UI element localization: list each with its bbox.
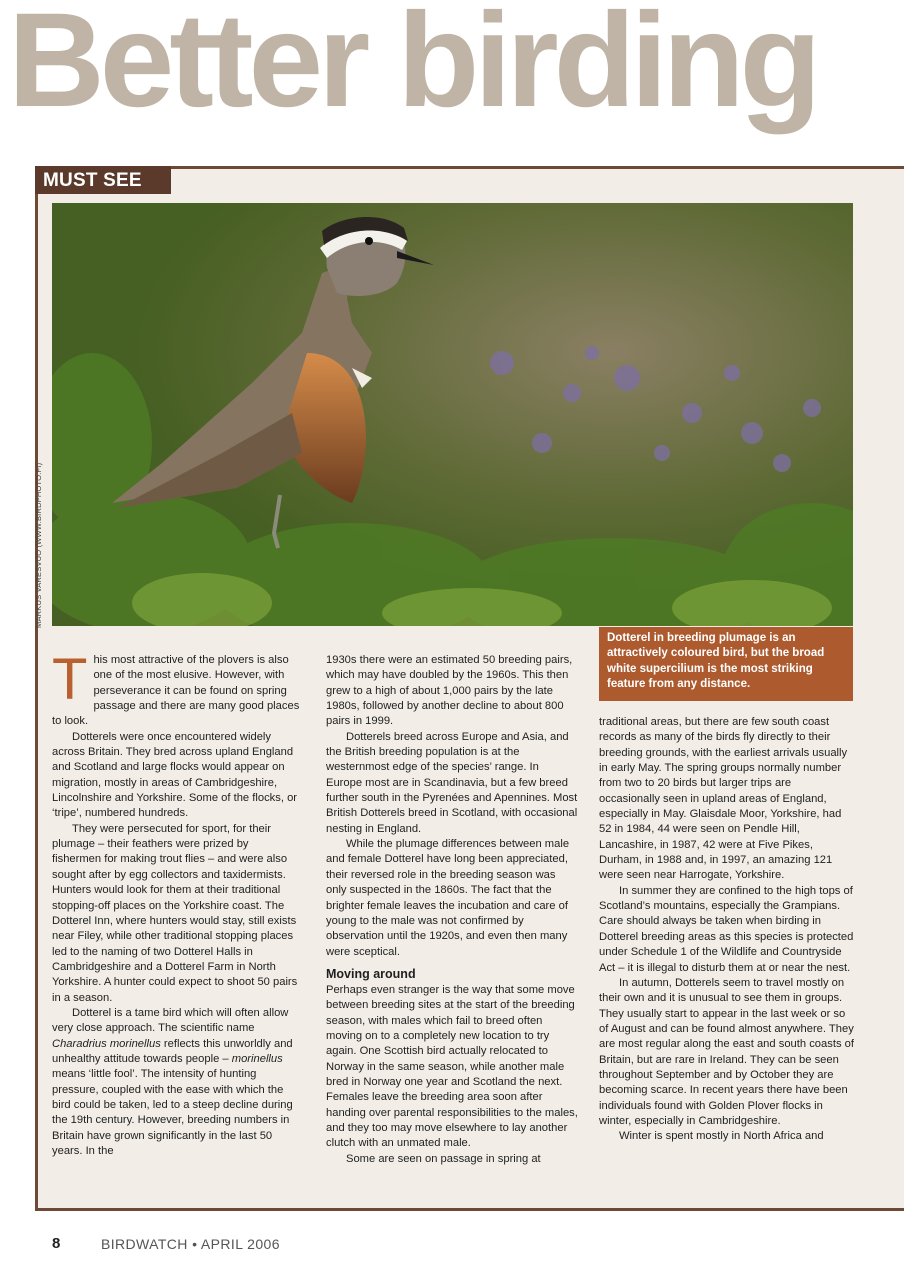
article-column-2 <box>326 653 578 1167</box>
photo-caption: Dotterel in breeding plumage is an attractively coloured bird, but the broad white supercilium is the most striking feature from any distance. <box>599 627 853 701</box>
article-column-1 <box>52 647 300 1159</box>
paragraph: They were persecuted for sport, for their plumage – their feathers were prized by fishermen for making trout flies – and were also sought after by egg collectors and taxidermists. Hunters would look for them at their traditional stopping-off places on the Yorkshire coast. The Dotterel Inn, where hunters would stay, still exists near Filey, while other traditional stopping places led to the naming of two Dotterel Halls in Cambridgeshire and a Dotterel Farm in North Yorkshire. A hunter could expect to shoot 50 pairs in a season. <box>52 822 298 1004</box>
text-run: Dotterel is a tame bird which will often allow very close approach. The scientific name <box>52 1006 289 1035</box>
paragraph: In autumn, Dotterels seem to travel mostly on their own and it is unusual to see them in groups. They usually start to appear in the last week or so of August and can be found almost anywhere. They are most regular along the east and south coasts of Britain, but are rare in Ireland. They can be seen throughout September and by October they are becoming scarce. In recent years there have been individuals found with Golden Plover flocks in winter, especially in Cambridgeshire. <box>599 976 854 1127</box>
drop-cap: T <box>52 647 88 712</box>
bird-illustration <box>52 203 853 626</box>
scientific-name: Charadrius morinellus <box>52 1037 161 1050</box>
dotterel-photo <box>52 203 853 626</box>
page-number: 8 <box>52 1235 61 1252</box>
paragraph: While the plumage differences between male and female Dotterel have long been appreciated, their reversed role in the breeding season was only suspected in the 1860s. The fact that the brighter female leaves the incubation and care of young to the male was not confirmed by observation until the 1920s, and even then many were sceptical. <box>326 838 570 958</box>
paragraph: Some are seen on passage in spring at <box>346 1152 541 1165</box>
latin-term: morinellus <box>231 1052 283 1065</box>
masthead-title: Better birding <box>8 0 817 135</box>
subheading: Moving around <box>326 966 416 981</box>
paragraph: Dotterels breed across Europe and Asia, and the British breeding population is at the westernmost edge of the species’ range. In Europe most are in Scandinavia, but a few breed further south in the Pyrenées and Apennines. Most British Dotterels breed in Scotland, with occasional nesting in England. <box>326 730 578 835</box>
paragraph: 1930s there were an estimated 50 breeding pairs, which may have doubled by the 1960s. This then grew to a high of about 1,000 pairs by the late 1980s, followed by another decline to about 800 pairs in 1999. <box>326 654 573 728</box>
paragraph: his most attractive of the plovers is also one of the most elusive. However, with perseverance it can be found on spring passage and there are many good places to look. <box>52 654 300 728</box>
publication-info: BIRDWATCH • APRIL 2006 <box>101 1236 280 1252</box>
paragraph: In summer they are confined to the high tops of Scotland’s mountains, especially the Grampians. Care should always be taken when birding in Dotterel breeding areas as this species is protected under Schedule 1 of the Wildlife and Countryside Act – it is illegal to disturb them at or near the nest. <box>599 884 854 974</box>
paragraph: Dotterels were once encountered widely across Britain. They bred across upland England and Scotland and large flocks would appear on migration, mostly in areas of Cambridgeshire, Lincolnshire and Yorkshire. Some of the flocks, or ‘tripe’, numbered hundreds. <box>52 730 298 820</box>
article-column-3 <box>599 715 855 1145</box>
photo-credit: MARKUS VARESVUO (WWW.BIRDPHOTO.FI) <box>34 462 43 628</box>
text-run: means ‘little fool’. The intensity of hunting pressure, coupled with the ease with which the bird could be taken, led to a steep decline during the 19th century. However, breeding numbers in Britain have grown significantly in the last 50 years. In the <box>52 1068 293 1157</box>
section-tag: MUST SEE <box>35 166 171 194</box>
text-run: reflects this unworldly and unhealthy attitude towards people – <box>52 1037 293 1065</box>
paragraph: traditional areas, but there are few south coast records as many of the birds fly directly to their breeding grounds, with the earliest arrivals usually in early May. The spring groups normally number from two to 20 birds but larger trips are occasionally seen in upland areas of England, especially in May. Glaisdale Moor, Yorkshire, had 52 in 1984, 44 were seen on Pendle Hill, Lancashire, in 1987, 42 were at Five Pikes, Durham, in 1988 and, in 1997, an amazing 121 were seen near Harrogate, Yorkshire. <box>599 716 848 882</box>
paragraph <box>52 1006 300 1159</box>
paragraph: Winter is spent mostly in North Africa and <box>619 1130 824 1143</box>
paragraph: Perhaps even stranger is the way that some move between breeding sites at the start of the breeding season, with males which fail to breed often moving on to a completely new location to try again. One Scottish bird actually relocated to Norway in the same season, while another male bred in Norway one year and Scotland the next. Females leave the breeding area soon after handing over parental responsibilities to the males, and they too may move elsewhere to lay another clutch with an unmated male. <box>326 983 578 1150</box>
